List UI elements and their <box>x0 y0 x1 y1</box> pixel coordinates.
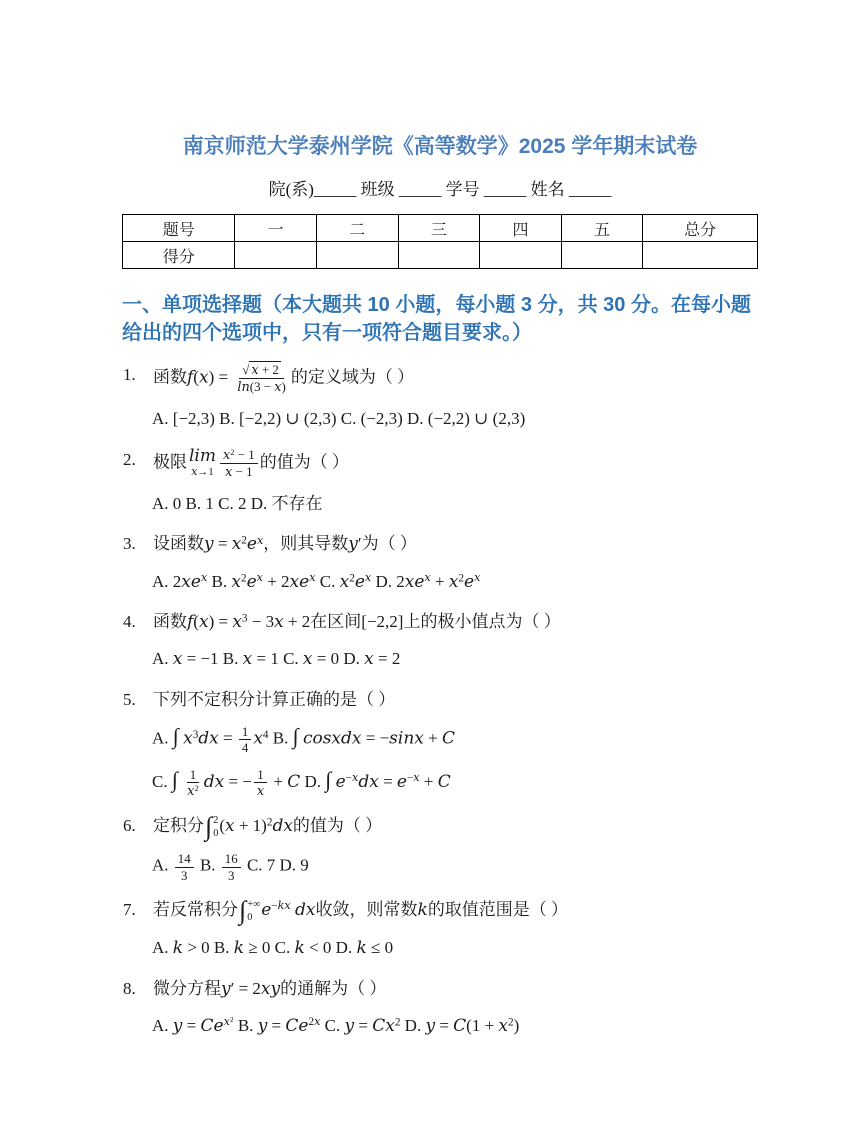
question-options: A. 0 B. 1 C. 2 D. 不存在 <box>152 494 323 514</box>
question-options: A. $y = Ce^{x^2}$ B. $y = Ce^{2x}$ C. $y = Cx^2$ D. $y = C(1 + x^2)$ <box>152 1015 520 1036</box>
score-table-header-timu: 题号 <box>123 215 235 242</box>
question-stem: 函数$f(x) = x^3 - 3x + 2$在区间[−2,2]上的极小值点为（ ） <box>153 612 561 633</box>
question-2 <box>122 447 758 518</box>
question-options: A. x = −1 B. x = 1 C. x = 0 D. x = 2 <box>152 649 401 670</box>
score-cell-4 <box>480 242 562 269</box>
question-5 <box>122 687 758 799</box>
question-number: 4. <box>123 612 136 632</box>
score-row-label: 得分 <box>123 242 235 269</box>
question-options-line-1: A. ∫ $x^3dx$ = $\frac{1}{4}$ $x^4$ B. ∫ cosxdx = −sinx + C <box>152 723 455 756</box>
question-stem: 极限 lim x→1 $\frac{x^2 - 1}{x - 1}$ 的值为（ ） <box>153 446 349 480</box>
question-number: 2. <box>123 449 136 469</box>
score-table-header-4: 四 <box>480 215 562 242</box>
score-cell-1 <box>235 242 317 269</box>
question-number: 5. <box>123 689 136 709</box>
question-options: A. k > 0 B. k ≥ 0 C. k < 0 D. k ≤ 0 <box>152 938 394 959</box>
question-options-line-2: C. ∫ $\frac{1}{x^2}$ dx = − $\frac{1}{x}$ + C D. ∫ $e^{-x}dx = e^{-x} + C$ <box>152 766 451 799</box>
question-stem: 微分方程y′ = 2xy的通解为（ ） <box>153 978 387 999</box>
question-6 <box>122 813 758 883</box>
score-cell-3 <box>398 242 480 269</box>
exam-title: 南京师范大学泰州学院《高等数学》2025 学年期末试卷 <box>182 135 698 158</box>
question-number: 1. <box>123 364 136 384</box>
question-stem: 若反常积分 ∫ +∞ 0 $e^{-kx}$ dx收敛，则常数k的取值范围是（ ） <box>153 896 569 926</box>
question-1 <box>122 362 758 433</box>
question-options: A. [−2,3) B. [−2,2) ∪ (2,3) C. (−2,3) D. (−2,2) ∪ (2,3) <box>152 409 526 429</box>
question-options: A. $2xe^x$ B. $x^2e^x + 2xe^x$ C. $x^2e^x$ D. $2xe^x + x^2e^x$ <box>152 571 481 592</box>
question-7 <box>122 897 758 962</box>
question-stem: 设函数$y = x^2e^x$，则其导数y′为（ ） <box>153 533 417 555</box>
score-table <box>122 214 758 269</box>
question-number: 6. <box>123 816 136 836</box>
score-table-header-row <box>123 215 758 242</box>
question-stem: 定积分 ∫ 2 0 $(x + 1)^2dx$的值为（ ） <box>153 812 383 842</box>
student-info-line: 院(系)_____ 班级 _____ 学号 _____ 姓名 _____ <box>268 180 612 199</box>
score-table-header-2: 二 <box>316 215 398 242</box>
score-table-header-1: 一 <box>235 215 317 242</box>
question-8 <box>122 976 758 1040</box>
score-cell-2 <box>316 242 398 269</box>
question-4 <box>122 609 758 673</box>
question-options: A. $\frac{14}{3}$ B. $\frac{16}{3}$ C. 7 D. 9 <box>152 851 309 883</box>
score-cell-total <box>643 242 758 269</box>
score-table-header-3: 三 <box>398 215 480 242</box>
score-table-header-5: 五 <box>561 215 643 242</box>
question-stem: 函数f(x) = $\frac{√ x + 2}{\ln(3 - x)}$ 的定义域为（ ） <box>153 361 415 396</box>
score-table-header-total: 总分 <box>643 215 758 242</box>
question-number: 7. <box>123 899 136 919</box>
question-stem: 下列不定积分计算正确的是（ ） <box>153 689 396 709</box>
score-cell-5 <box>561 242 643 269</box>
section-one-heading: 一、单项选择题（本大题共 10 小题，每小题 3 分，共 30 分。在每小题给出的四个选项中，只有一项符合题目要求。） <box>122 294 751 345</box>
score-table-score-row <box>123 242 758 269</box>
question-number: 3. <box>123 534 136 554</box>
question-3 <box>122 531 758 595</box>
question-number: 8. <box>123 978 136 998</box>
